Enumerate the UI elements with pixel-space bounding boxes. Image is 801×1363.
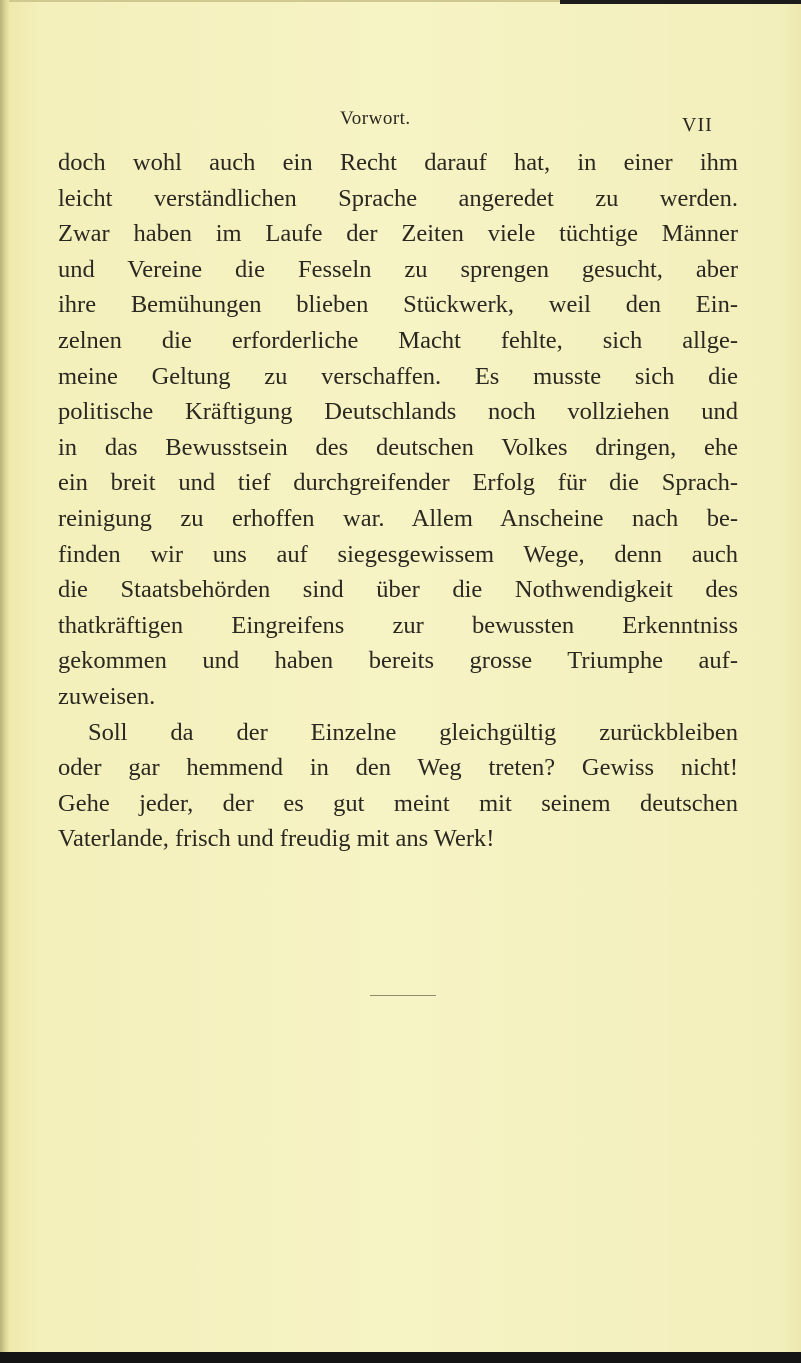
text-line: Vaterlande, frisch und freudig mit ans Werk! (58, 825, 495, 853)
text-line: Zwar haben im Laufe der Zeiten viele tüchtige Männer (58, 220, 738, 248)
text-line: thatkräftigen Eingreifens zur bewussten Erkenntniss (58, 611, 738, 639)
text-line: in das Bewusstsein des deutschen Volkes dringen, ehe (58, 433, 738, 461)
text-line: ihre Bemühungen blieben Stückwerk, weil den Ein- (58, 291, 738, 319)
text-line: leicht verständlichen Sprache angeredet zu werden. (58, 184, 738, 212)
top-page-edge (0, 0, 560, 2)
text-line: und Vereine die Fesseln zu sprengen gesucht, aber (58, 255, 738, 283)
text-line: zelnen die erforderliche Macht fehlte, sich allge- (58, 326, 738, 354)
text-line: zuweisen. (58, 682, 156, 710)
text-line: meine Geltung zu verschaffen. Es musste sich die (58, 362, 738, 390)
text-line: die Staatsbehörden sind über die Nothwendigkeit des (58, 576, 738, 604)
text-line: finden wir uns auf siegesgewissem Wege, denn auch (58, 540, 738, 568)
text-line: ein breit und tief durchgreifender Erfolg für die Sprach- (58, 469, 738, 497)
bottom-dark-edge (0, 1352, 801, 1363)
text-line: gekommen und haben bereits grosse Triumphe auf- (58, 647, 738, 675)
text-line: Soll da der Einzelne gleichgültig zurückbleiben (88, 718, 738, 746)
text-line: politische Kräftigung Deutschlands noch vollziehen und (58, 398, 738, 426)
running-title: Vorwort. (340, 108, 411, 129)
section-end-rule (370, 995, 436, 996)
page-number: VII (682, 114, 713, 136)
text-line: Gehe jeder, der es gut meint mit seinem deutschen (58, 789, 738, 817)
top-dark-edge (560, 0, 801, 4)
left-page-edge (0, 0, 9, 1363)
text-line: doch wohl auch ein Recht darauf hat, in einer ihm (58, 149, 738, 176)
text-line: reinigung zu erhoffen war. Allem Anscheine nach be- (58, 504, 738, 532)
running-head (0, 108, 801, 138)
text-line: oder gar hemmend in den Weg treten? Gewiss nicht! (58, 754, 738, 782)
body-text (58, 145, 738, 857)
